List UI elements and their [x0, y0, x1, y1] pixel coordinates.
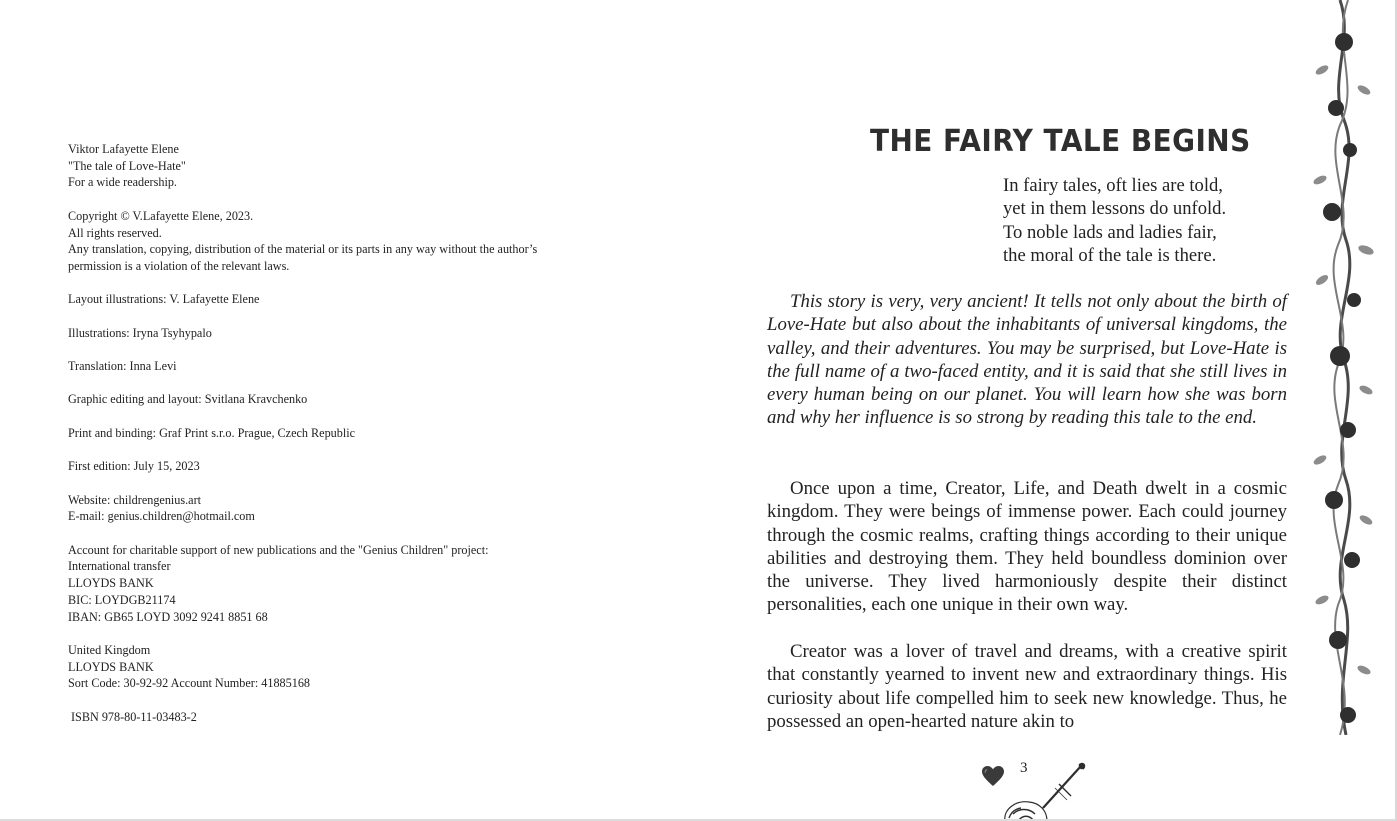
account-heading: Account for charitable support of new publications and the "Genius Children" project:: [68, 542, 489, 557]
story-paragraph-1: [767, 477, 1287, 617]
book-title: "The tale of Love-Hate": [68, 158, 186, 173]
iban-code: IBAN: GB65 LOYD 3092 9241 8851 68: [68, 609, 268, 624]
epigraph-line: the moral of the tale is there.: [1003, 244, 1217, 266]
paragraph-2-text: Creator was a lover of travel and dreams, with a creative spirit that constantly yearned to invent new and extraordinary things. His curiosity about life compelled him to seek new knowledge. Thus, he possessed an open-hearted nature akin to: [767, 641, 1287, 732]
readership: For a wide readership.: [68, 175, 177, 190]
print-binding-credit: Print and binding: Graf Print s.r.o. Prague, Czech Republic: [68, 425, 356, 440]
uk-account-block: [68, 642, 598, 692]
heart-icon: [981, 765, 1005, 787]
imprint-book-info: [68, 141, 598, 191]
website: Website: childrengenius.art: [68, 492, 202, 507]
isbn-block: [68, 709, 598, 726]
bic-code: BIC: LOYDGB21174: [68, 592, 176, 607]
layout-illustrations-credit: Layout illustrations: V. Lafayette Elene: [68, 292, 260, 307]
layout-credit-block: [68, 291, 598, 308]
sort-code: Sort Code: 30-92-92 Account Number: 41885168: [68, 676, 311, 691]
graphic-editing-credit: Graphic editing and layout: Svitlana Kravchenko: [68, 392, 308, 407]
rose-vine-border: [1310, 0, 1380, 735]
bank-name: LLOYDS BANK: [68, 576, 154, 591]
story-paragraph-2: [767, 640, 1287, 733]
epigraph-line: To noble lads and ladies fair,: [1003, 221, 1217, 243]
page-number: 3: [1020, 760, 1028, 776]
author-name: Viktor Lafayette Elene: [68, 142, 179, 156]
chapter-title: THE FAIRY TALE BEGINS: [870, 124, 1251, 159]
paragraph-1-text: Once upon a time, Creator, Life, and Death dwelt in a cosmic kingdom. They were beings of immense power. Each could journey through the cosmic realms, crafting things according to their unique abilities and destroying them. They held boundless dominion over the universe. They lived harmoniously despite their distinct personalities, each one unique in their own way.: [767, 478, 1287, 616]
translation-credit-block: [68, 358, 598, 375]
translation-credit: Translation: Inna Levi: [68, 359, 177, 374]
graphic-editing-credit-block: [68, 391, 598, 408]
epigraph-line: yet in them lessons do unfold.: [1003, 198, 1227, 220]
contact-block: [68, 492, 598, 525]
copyright-block: [68, 208, 598, 275]
epigraph: [1003, 174, 1263, 267]
copyright: Copyright © V.Lafayette Elene, 2023.: [68, 208, 254, 223]
epigraph-line: In fairy tales, oft lies are told,: [1003, 175, 1223, 196]
first-edition-block: [68, 458, 598, 475]
transfer-type: International transfer: [68, 559, 171, 574]
bank-account-block: [68, 542, 598, 626]
email: E-mail: genius.children@hotmail.com: [68, 509, 255, 524]
illustrations-credit-block: [68, 325, 598, 342]
intro-paragraph: [767, 290, 1287, 430]
imprint-text: [68, 141, 598, 725]
country: United Kingdom: [68, 642, 151, 657]
rights-reserved: All rights reserved.: [68, 225, 162, 240]
copyright-notice-line-2: permission is a violation of the relevant laws.: [68, 258, 290, 273]
illustrations-credit: Illustrations: Iryna Tsyhypalo: [68, 325, 212, 340]
bank-name-uk: LLOYDS BANK: [68, 659, 154, 674]
intro-text: This story is very, very ancient! It tells not only about the birth of Love-Hate but also about the inhabitants of universal kingdoms, the valley, and their adventures. You may be surprised, but Love-Hate is the full name of a two-faced entity, and it is said that she still lives in every human being on our planet. You will learn how she was born and why her influence is so strong by reading this tale to the end.: [767, 291, 1287, 429]
first-edition: First edition: July 15, 2023: [68, 459, 200, 474]
copyright-notice-line-1: Any translation, copying, distribution of the material or its parts in any way without the author’s: [68, 242, 538, 257]
imprint-page: [0, 0, 698, 821]
isbn: ISBN 978-80-11-03483-2: [71, 709, 197, 724]
print-binding-credit-block: [68, 425, 598, 442]
